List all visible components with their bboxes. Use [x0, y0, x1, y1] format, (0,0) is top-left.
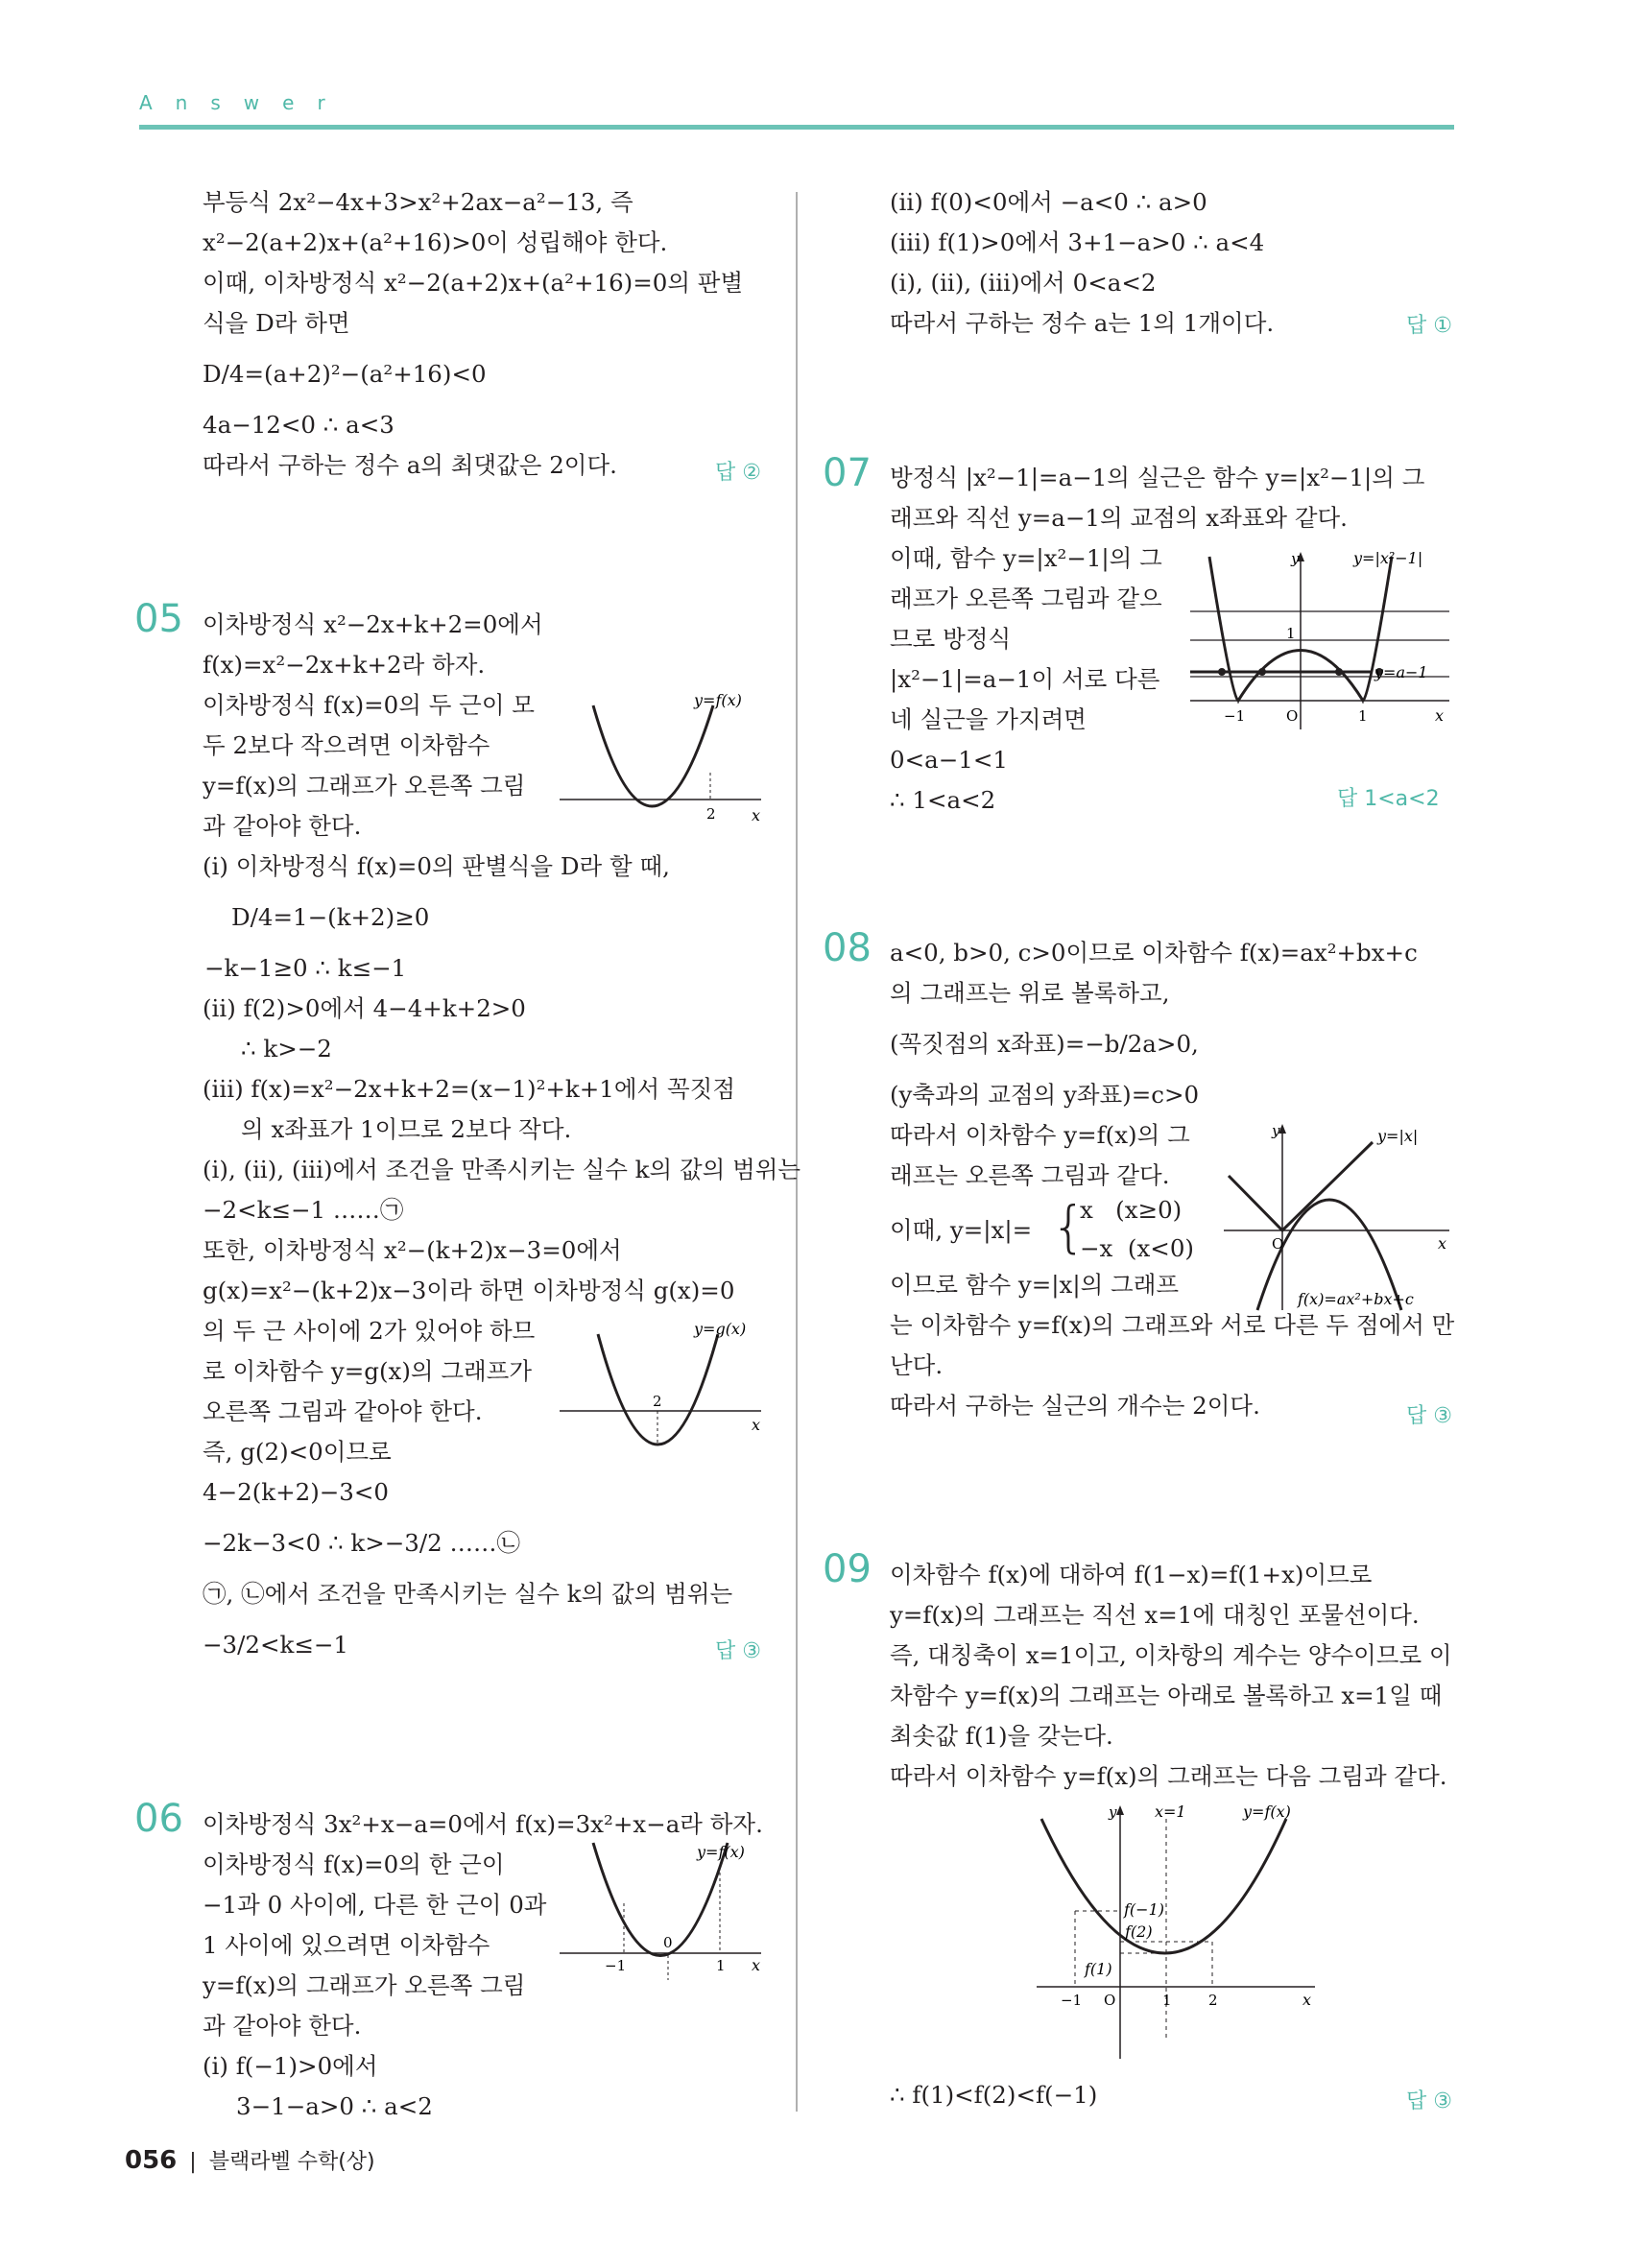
graph-label: y=f(x) — [694, 691, 742, 709]
text-line: 따라서 구하는 정수 a는 1의 1개이다. — [890, 309, 1275, 337]
text-line: 네 실근을 가지려면 — [890, 705, 1087, 733]
graph-tick: 1 — [1286, 625, 1296, 642]
text-line: 래프가 오른쪽 그림과 같으 — [890, 585, 1162, 612]
graph-f-label: f(2) — [1125, 1922, 1153, 1941]
prob09-number: 09 — [823, 1547, 872, 1591]
text-line: f(x)=x²−2x+k+2라 하자. — [203, 651, 486, 679]
graph-axis-label: x — [752, 806, 761, 824]
text-line: 즉, 대칭축이 x=1이고, 이차항의 계수는 양수이므로 이 — [890, 1641, 1452, 1669]
text-line: −3/2<k≤−1 — [203, 1631, 348, 1659]
text-line: 이차함수 f(x)에 대하여 f(1−x)=f(1+x)이므로 — [890, 1561, 1373, 1588]
abs-def-label: 이때, y=|x|= — [890, 1216, 1033, 1244]
footer-separator: | — [189, 2150, 197, 2174]
text-line: 1 사이에 있으려면 이차함수 — [203, 1931, 490, 1959]
text-line: 래프는 오른쪽 그림과 같다. — [890, 1161, 1170, 1189]
text-line: 방정식 |x²−1|=a−1의 실근은 함수 y=|x²−1|의 그 — [890, 464, 1425, 491]
prob06-text-right — [890, 182, 1274, 344]
text-line: 난다. — [890, 1351, 944, 1379]
text-line: 므로 방정식 — [890, 625, 1012, 653]
text-line: 래프와 직선 y=a−1의 교점의 x좌표와 같다. — [890, 504, 1348, 532]
prob04-text — [203, 182, 743, 486]
text-line: ∴ k>−2 — [241, 1035, 332, 1062]
graph-tick: −1 — [605, 1957, 627, 1974]
graph-abs-label: y=|x| — [1377, 1127, 1419, 1145]
graph-origin: O — [1272, 1235, 1284, 1253]
graph-x-label: x — [1438, 1234, 1447, 1253]
text-line: 최솟값 f(1)을 갖는다. — [890, 1722, 1113, 1750]
text-line: (y축과의 교점의 y좌표)=c>0 — [890, 1081, 1200, 1109]
text-line: a<0, b>0, c>0이므로 이차함수 f(x)=ax²+bx+c — [890, 939, 1418, 967]
text-line: y=f(x)의 그래프는 직선 x=1에 대칭인 포물선이다. — [890, 1601, 1420, 1629]
text-line: |x²−1|=a−1이 서로 다른 — [890, 665, 1160, 693]
graph-tick: 2 — [706, 805, 716, 823]
text-line: 4−2(k+2)−3<0 — [203, 1478, 390, 1506]
text-line: 이차방정식 f(x)=0의 두 근이 모 — [203, 691, 535, 719]
text-line: x²−2(a+2)x+(a²+16)>0이 성립해야 한다. — [203, 228, 668, 256]
text-line: 또한, 이차방정식 x²−(k+2)x−3=0에서 — [203, 1236, 622, 1264]
prob05-graph-g — [555, 1315, 771, 1468]
text-line: 부등식 2x²−4x+3>x²+2ax−a²−13, 즉 — [203, 188, 633, 216]
prob07-graph — [1185, 542, 1454, 749]
graph-f-label: f(−1) — [1124, 1900, 1164, 1919]
prob09-conclusion — [890, 2075, 1097, 2115]
prob09-answer: 답 ③ — [1406, 2089, 1452, 2113]
prob06-answer: 답 ① — [1406, 314, 1452, 338]
page-number: 056 — [125, 2146, 178, 2175]
text-line: (ii) f(2)>0에서 4−4+k+2>0 — [203, 994, 526, 1022]
graph-axis-label: x — [752, 1416, 761, 1434]
text-line: D/4=(a+2)²−(a²+16)<0 — [203, 360, 487, 388]
graph-tick: 2 — [1208, 1992, 1218, 2009]
text-line: 이때, 이차방정식 x²−2(a+2)x+(a²+16)=0의 판별 — [203, 269, 744, 297]
text-line: 이때, 함수 y=|x²−1|의 그 — [890, 544, 1162, 572]
graph-tick: 1 — [1162, 1992, 1172, 2009]
graph-curve-label: y=f(x) — [1243, 1802, 1291, 1821]
text-line: 과 같아야 한다. — [203, 2012, 362, 2040]
prob05-number: 05 — [134, 597, 183, 641]
graph-origin: O — [1286, 707, 1299, 725]
text-line: (i) 이차방정식 f(x)=0의 판별식을 D라 할 때, — [203, 852, 670, 880]
text-line: 따라서 구하는 실근의 개수는 2이다. — [890, 1392, 1260, 1420]
abs-case-1: x (x≥0) — [1080, 1196, 1183, 1224]
graph-tick: 2 — [653, 1393, 662, 1410]
graph-f-label: f(x)=ax²+bx+c — [1298, 1290, 1414, 1308]
text-line: 이차방정식 3x²+x−a=0에서 f(x)=3x²+x−a라 하자. — [203, 1810, 763, 1838]
text-line: 즉, g(2)<0이므로 — [203, 1438, 392, 1466]
text-line: −1과 0 사이에, 다른 한 근이 0과 — [203, 1891, 547, 1919]
text-line: (iii) f(x)=x²−2x+k+2=(x−1)²+k+1에서 꼭짓점 — [203, 1075, 736, 1103]
prob06-graph — [555, 1838, 771, 1992]
text-line: −k−1≥0 ∴ k≤−1 — [204, 954, 407, 982]
graph-y-label: y — [1109, 1803, 1117, 1821]
text-line: 과 같아야 한다. — [203, 812, 362, 840]
graph-tick: 0 — [663, 1934, 673, 1951]
text-line: (ii) f(0)<0에서 −a<0 ∴ a>0 — [890, 188, 1207, 216]
prob05-answer: 답 ③ — [715, 1639, 761, 1663]
prob09-graph — [1032, 1800, 1320, 2068]
graph-line-label: y=a−1 — [1374, 663, 1428, 681]
abs-brace: { — [1051, 1194, 1087, 1259]
text-line: y=f(x)의 그래프가 오른쪽 그림 — [203, 1971, 526, 1999]
text-line: (i), (ii), (iii)에서 0<a<2 — [890, 269, 1157, 297]
text-line: D/4=1−(k+2)≥0 — [231, 903, 430, 931]
footer — [125, 2145, 375, 2175]
text-line: 두 2보다 작으려면 이차함수 — [203, 731, 490, 759]
prob08-graph — [1219, 1118, 1454, 1315]
graph-axis-label: x=1 — [1155, 1802, 1186, 1821]
text-line: y=f(x)의 그래프가 오른쪽 그림 — [203, 772, 526, 800]
text-line: 차함수 y=f(x)의 그래프는 아래로 볼록하고 x=1일 때 — [890, 1682, 1443, 1709]
text-line: (i), (ii), (iii)에서 조건을 만족시키는 실수 k의 값의 범위는 — [203, 1156, 801, 1183]
graph-y-label: y — [1291, 550, 1300, 567]
prob07-answer: 답 1<a<2 — [1337, 787, 1440, 811]
graph-label: y=g(x) — [694, 1320, 747, 1338]
text-line: ∴ f(1)<f(2)<f(−1) — [890, 2081, 1098, 2109]
text-line: 0<a−1<1 — [890, 746, 1008, 774]
prob06-number: 06 — [134, 1797, 183, 1841]
graph-label: y=f(x) — [697, 1843, 745, 1861]
text-line: ㉠, ㉡에서 조건을 만족시키는 실수 k의 값의 범위는 — [203, 1580, 733, 1608]
text-line: 3−1−a>0 ∴ a<2 — [236, 2092, 433, 2120]
text-line: 오른쪽 그림과 같아야 한다. — [203, 1397, 483, 1425]
prob09-text — [890, 1555, 1452, 1797]
graph-origin: O — [1104, 1992, 1116, 2009]
text-line: 식을 D라 하면 — [203, 309, 350, 337]
prob08-answer: 답 ③ — [1406, 1404, 1452, 1428]
prob08-number: 08 — [823, 926, 872, 970]
text-line: (i) f(−1)>0에서 — [203, 2052, 378, 2080]
text-line: 의 x좌표가 1이므로 2보다 작다. — [241, 1115, 572, 1143]
text-line: 의 두 근 사이에 2가 있어야 하므 — [203, 1317, 536, 1345]
text-line: 로 이차함수 y=g(x)의 그래프가 — [203, 1357, 533, 1385]
prob05-graph-f — [555, 686, 771, 840]
graph-axis-label: x — [752, 1956, 761, 1974]
text-line: 4a−12<0 ∴ a<3 — [203, 411, 394, 439]
text-line: 따라서 이차함수 y=f(x)의 그 — [890, 1121, 1190, 1149]
text-line: 따라서 이차함수 y=f(x)의 그래프는 다음 그림과 같다. — [890, 1762, 1447, 1790]
text-line: 는 이차함수 y=f(x)의 그래프와 서로 다른 두 점에서 만 — [890, 1311, 1455, 1339]
text-line: 이차방정식 f(x)=0의 한 근이 — [203, 1850, 505, 1878]
abs-case-2: −x (x<0) — [1080, 1234, 1194, 1262]
graph-f-label: f(1) — [1085, 1960, 1112, 1978]
text-line: (iii) f(1)>0에서 3+1−a>0 ∴ a<4 — [890, 228, 1265, 256]
prob04-answer: 답 ② — [715, 461, 761, 485]
text-line: 이차방정식 x²−2x+k+2=0에서 — [203, 610, 543, 638]
prob07-number: 07 — [823, 451, 872, 495]
text-line: g(x)=x²−(k+2)x−3이라 하면 이차방정식 g(x)=0 — [203, 1277, 735, 1304]
header-rule — [139, 125, 1454, 130]
graph-tick: 1 — [1358, 707, 1368, 725]
text-line: ∴ 1<a<2 — [890, 786, 996, 814]
book-title: 블랙라벨 수학(상) — [208, 2150, 375, 2174]
header-label: Answer — [139, 91, 348, 114]
text-line: −2k−3<0 ∴ k>−3/2 ……㉡ — [203, 1529, 520, 1557]
text-line: 따라서 구하는 정수 a의 최댓값은 2이다. — [203, 451, 617, 479]
text-line: −2<k≤−1 ……㉠ — [203, 1196, 404, 1224]
graph-y-label: y — [1272, 1122, 1280, 1139]
graph-x-label: x — [1435, 706, 1445, 725]
text-line: 이므로 함수 y=|x|의 그래프 — [890, 1271, 1180, 1299]
graph-tick: 1 — [716, 1957, 726, 1974]
graph-tick: −1 — [1061, 1992, 1083, 2009]
text-line: (꼭짓점의 x좌표)=−b/2a>0, — [890, 1030, 1199, 1058]
graph-tick: −1 — [1224, 707, 1246, 725]
graph-curve-label: y=|x²−1| — [1353, 549, 1423, 567]
text-line: 의 그래프는 위로 볼록하고, — [890, 979, 1170, 1007]
graph-x-label: x — [1302, 1991, 1312, 2009]
